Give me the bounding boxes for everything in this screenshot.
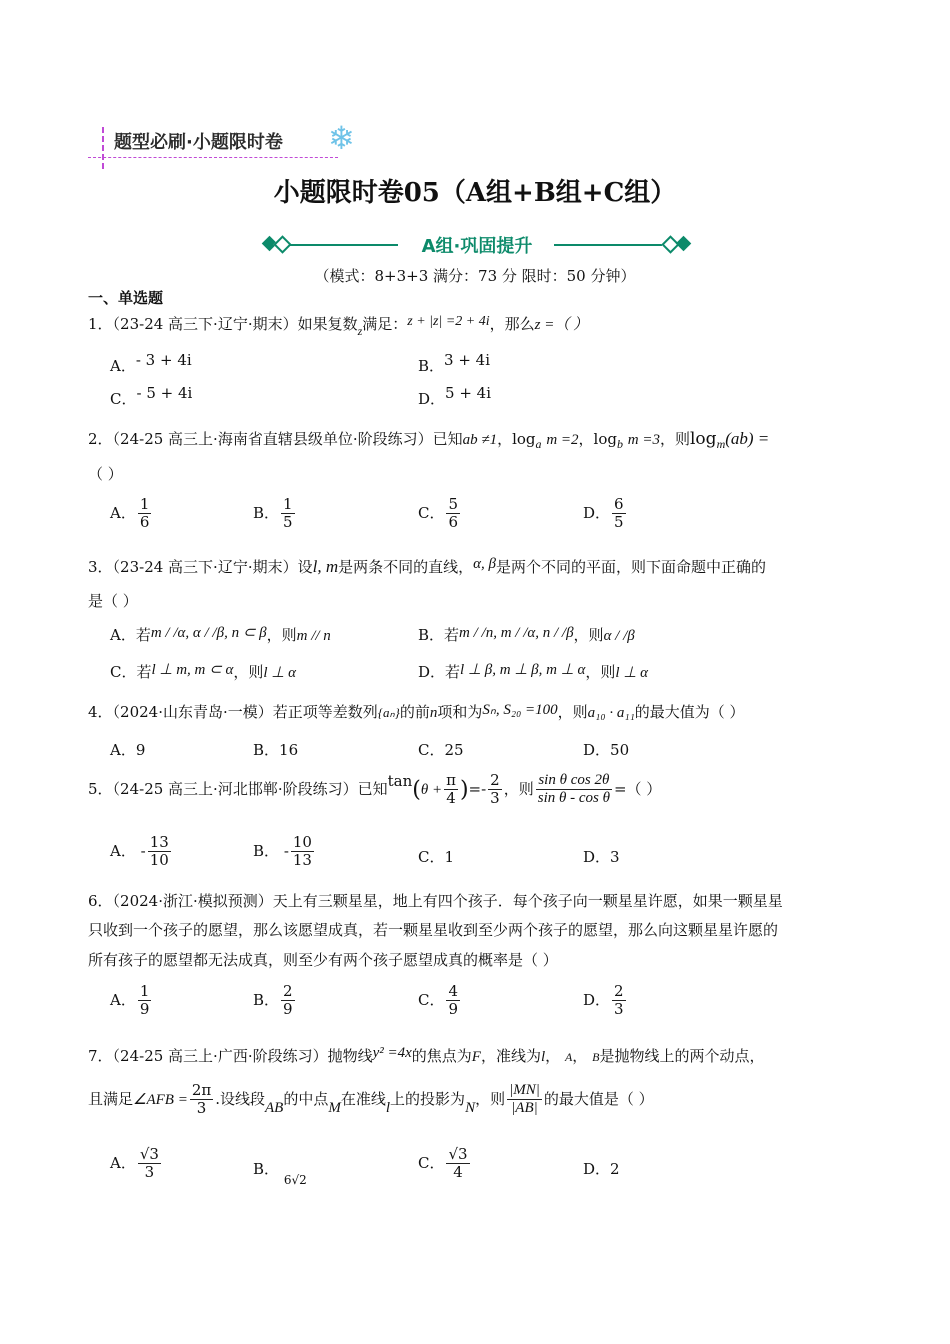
numerator: 2 xyxy=(614,982,624,1000)
q5-paren-close: ) xyxy=(459,777,469,803)
exam-mode: （模式：8+3+3 满分：73 分 限时：50 分钟） xyxy=(314,267,636,285)
denominator: 4 xyxy=(453,1163,463,1182)
q1-stem-3: ，那么 xyxy=(489,315,535,333)
numerator: 2π xyxy=(191,1081,212,1099)
q7-stem-2: 的焦点为 xyxy=(411,1047,472,1065)
page-title: 小题限时卷05（A组+B组+C组） xyxy=(273,178,677,208)
option-letter: D． xyxy=(583,990,611,1009)
q2-log-value: (ab) = xyxy=(725,429,770,448)
q1-equation: z + |z| =2 + 4i xyxy=(407,314,490,329)
q7-stem: 7．（24-25 高三上·广西·阶段练习）抛物线 xyxy=(88,1047,373,1065)
numerator: 2 xyxy=(283,982,293,1000)
banner-vertical-rule xyxy=(102,127,104,169)
option-sign: - xyxy=(140,841,146,860)
option-fraction xyxy=(291,834,314,870)
q2-paren: （ ） xyxy=(88,465,123,483)
option-letter: C． xyxy=(110,390,137,408)
q7-stem-13: 的最大值是（ ） xyxy=(543,1089,654,1108)
numerator: √3 xyxy=(139,1145,159,1163)
group-rule-left xyxy=(290,244,398,246)
q2-log-value: m =3 xyxy=(627,432,660,448)
q6-option-a[interactable] xyxy=(110,983,153,1019)
question-4 xyxy=(88,701,745,722)
q4-stem-4: ，则 xyxy=(557,703,588,721)
q6-line-2: 只收到一个孩子的愿望，那么该愿望成真，若一颗星星收到至少两个孩子的愿望，那么向这颗星星许愿的 xyxy=(88,921,779,940)
q7-sep: ， xyxy=(545,1047,561,1065)
q1-option-d[interactable] xyxy=(418,384,492,409)
q2-option-c[interactable] xyxy=(418,496,462,532)
numerator: 1 xyxy=(139,495,150,513)
q2-log-base: m xyxy=(716,437,726,451)
option-sign: - xyxy=(283,841,289,860)
option-fraction xyxy=(612,496,626,532)
option-conclusion: α / /β xyxy=(603,628,635,644)
numerator: √3 xyxy=(448,1145,468,1163)
option-letter: B．若 xyxy=(418,626,460,644)
option-value: 6√2 xyxy=(283,1173,307,1187)
q2-then: ，则 xyxy=(659,430,690,448)
question-7-line-1 xyxy=(88,1045,764,1066)
denominator: 3 xyxy=(144,1163,155,1182)
numerator: sin θ cos 2θ xyxy=(536,772,612,790)
q6-option-d[interactable] xyxy=(583,983,628,1019)
q7-directrix: l xyxy=(540,1049,546,1065)
q5-theta: θ + xyxy=(420,781,443,798)
option-letter: B． xyxy=(418,357,445,375)
option-condition: m / /α, α / /β, n ⊂ β xyxy=(150,625,267,641)
option-then: ，则 xyxy=(573,626,604,644)
option-fraction xyxy=(446,496,460,532)
q5-then: ，则 xyxy=(503,779,534,798)
option-letter: B． xyxy=(253,990,280,1009)
q4-option-b[interactable]: B．16 xyxy=(253,741,299,759)
q7-ratio xyxy=(507,1082,542,1118)
q4-var-n: n xyxy=(429,705,438,721)
option-letter: B． xyxy=(253,503,280,522)
q1-option-c[interactable] xyxy=(110,384,193,409)
option-letter: D． xyxy=(583,503,611,522)
option-condition: m / /n, m / /α, n / /β xyxy=(459,625,574,641)
diamond-outline-left-icon xyxy=(273,235,291,253)
option-fraction xyxy=(612,983,626,1019)
question-7-line-2 xyxy=(88,1082,654,1118)
option-letter: B． xyxy=(253,1160,280,1178)
option-letter: A．若 xyxy=(110,626,151,644)
numerator: 1 xyxy=(283,495,293,513)
option-letter: C．若 xyxy=(110,663,152,681)
q7-stem-8: .设线段 xyxy=(215,1089,266,1108)
option-then: ，则 xyxy=(266,626,297,644)
denominator: 3 xyxy=(614,1000,624,1019)
q4-product: a₁₀ · a₁₁ xyxy=(587,705,635,721)
q4-option-d[interactable]: D．50 xyxy=(583,741,630,759)
question-6 xyxy=(88,887,783,975)
q7-stem-12: ，则 xyxy=(475,1089,506,1108)
denominator: |AB| xyxy=(511,1100,538,1117)
option-fraction xyxy=(138,1146,161,1182)
option-then: ，则 xyxy=(585,663,616,681)
q7-parabola: y² =4x xyxy=(372,1045,412,1061)
q3-option-a[interactable] xyxy=(110,624,331,645)
q2-stem: 2．（24-25 高三上·海南省直辖县级单位·阶段练习）已知 xyxy=(88,430,463,448)
option-letter: A． xyxy=(110,1153,136,1172)
numerator: 13 xyxy=(149,833,169,851)
q7-angle-fraction xyxy=(190,1082,213,1118)
question-1 xyxy=(88,313,589,338)
q1-stem-2: 满足： xyxy=(362,315,408,333)
option-then: ，则 xyxy=(233,663,264,681)
snowflake-icon: ❄ xyxy=(328,119,355,157)
option-value: 3 + 4i xyxy=(444,351,491,369)
group-heading xyxy=(262,232,692,258)
option-condition: l ⊥ β, m ⊥ β, m ⊥ α xyxy=(460,662,586,678)
option-fraction xyxy=(138,496,152,532)
q3-option-b[interactable] xyxy=(418,624,635,645)
q3-stem-4: 是（ ） xyxy=(88,592,138,610)
denominator: sin θ - cos θ xyxy=(537,790,610,807)
denominator: 4 xyxy=(446,789,456,808)
q7-projection: N xyxy=(465,1099,476,1116)
q2-log-base: b xyxy=(616,437,623,451)
q2-option-b[interactable] xyxy=(253,496,297,532)
denominator: 9 xyxy=(448,1000,459,1019)
option-conclusion: m // n xyxy=(296,628,331,644)
q2-log: log xyxy=(512,430,536,448)
option-fraction xyxy=(446,983,460,1019)
numerator: 10 xyxy=(292,833,312,851)
q7-stem-11: 上的投影为 xyxy=(390,1089,466,1108)
q6-option-c[interactable] xyxy=(418,983,462,1019)
denominator: 6 xyxy=(448,513,459,532)
q7-angle: ∠AFB = xyxy=(133,1091,188,1108)
q2-condition: ab ≠1 xyxy=(462,432,498,448)
option-letter: C． xyxy=(418,990,445,1009)
q1-option-b[interactable] xyxy=(418,351,491,376)
numerator: 2 xyxy=(490,771,500,789)
q7-stem-6: 是抛物线上的两个动点， xyxy=(599,1047,765,1065)
q2-log-value: m =2 xyxy=(546,432,579,448)
option-conclusion: l ⊥ α xyxy=(263,665,296,681)
q4-sum: Sₙ, S₂₀ =100 xyxy=(482,702,558,718)
q1-var: z xyxy=(357,324,363,338)
q7-point-a: A xyxy=(564,1050,573,1064)
group-rule-right xyxy=(554,244,662,246)
numerator: 4 xyxy=(448,982,459,1000)
q4-option-a[interactable]: A．9 xyxy=(110,741,146,759)
denominator: 3 xyxy=(490,789,500,808)
q5-stem-3: =（ ） xyxy=(613,779,662,798)
q5-expression xyxy=(536,772,612,808)
header-banner xyxy=(88,119,358,170)
q7-stem-3: ，准线为 xyxy=(480,1047,541,1065)
q1-option-a[interactable] xyxy=(110,351,192,376)
diamond-right-icon xyxy=(676,236,692,252)
q7-stem-10: 在准线 xyxy=(340,1089,386,1108)
numerator: 5 xyxy=(448,495,459,513)
q7-option-b[interactable] xyxy=(253,1158,307,1187)
option-fraction xyxy=(138,983,152,1019)
numerator: π xyxy=(446,771,456,789)
option-value: - 5 + 4i xyxy=(136,384,193,402)
q4-stem-3: 项和为 xyxy=(437,703,483,721)
q7-stem-7: 且满足 xyxy=(88,1089,134,1108)
q5-option-c[interactable]: C．1 xyxy=(418,848,455,866)
numerator: 1 xyxy=(139,982,150,1000)
option-letter: A． xyxy=(110,357,136,375)
q4-option-c[interactable]: C．25 xyxy=(418,741,464,759)
q7-midpoint: M xyxy=(328,1099,341,1116)
option-letter: C． xyxy=(418,1153,445,1172)
q5-pi-fraction xyxy=(444,772,458,808)
q7-focus: F xyxy=(471,1049,481,1065)
q1-stem-4: z =（ ） xyxy=(534,317,589,333)
q2-log: log xyxy=(593,430,617,448)
q5-paren-open: ( xyxy=(412,777,421,803)
option-fraction xyxy=(281,496,295,532)
denominator: 9 xyxy=(283,1000,293,1019)
q5-option-d[interactable]: D．3 xyxy=(583,848,620,866)
q7-segment: AB xyxy=(265,1099,284,1116)
denominator: 5 xyxy=(283,513,293,532)
q3-stem-3: 是两个不同的平面，则下面命题中正确的 xyxy=(495,558,766,576)
q5-value-fraction xyxy=(488,772,502,808)
section-heading: 一、单选题 xyxy=(88,289,164,307)
q5-equals: =- xyxy=(468,779,487,798)
option-letter: A． xyxy=(110,990,136,1009)
option-letter: A． xyxy=(110,841,136,860)
q4-sequence: {aₙ} xyxy=(377,705,400,720)
option-letter: A． xyxy=(110,503,136,522)
q6-line-3: 所有孩子的愿望都无法成真，则至少有两个孩子愿望成真的概率是（ ） xyxy=(88,950,558,969)
denominator: 9 xyxy=(139,1000,150,1019)
denominator: 5 xyxy=(614,513,624,532)
denominator: 6 xyxy=(139,513,150,532)
q3-planes: α, β xyxy=(473,556,496,572)
option-conclusion: l ⊥ α xyxy=(615,665,649,681)
question-2: 2．（24-25 高三上·海南省直辖县级单位·阶段练习）已知ab ≠1，$\log_a m =2$，$\log_b m =3$，则$\log_m(ab)$ = xyxy=(88,429,770,451)
q4-stem: 4．（2024·山东青岛·一模）若正项等差数列 xyxy=(88,703,378,721)
q7-option-c[interactable] xyxy=(418,1146,472,1182)
q3-option-d[interactable] xyxy=(418,661,648,682)
option-letter: D． xyxy=(418,390,446,408)
q7-option-d[interactable]: D．2 xyxy=(583,1160,620,1178)
option-letter: D．若 xyxy=(418,663,461,681)
option-letter: B． xyxy=(253,841,280,860)
option-fraction xyxy=(148,834,171,870)
q5-tan: tan xyxy=(387,771,413,790)
option-fraction xyxy=(446,1146,469,1182)
q1-stem: 1．（23-24 高三下·辽宁·期末）如果复数 xyxy=(88,315,358,333)
denominator: 13 xyxy=(292,851,312,870)
option-letter: C． xyxy=(418,503,445,522)
q5-option-b[interactable] xyxy=(253,834,316,870)
banner-label: 题型必刷·小题限时卷 xyxy=(114,132,283,153)
option-value: - 3 + 4i xyxy=(135,351,192,369)
denominator: 10 xyxy=(149,851,169,870)
q2-log-base: a xyxy=(535,437,542,451)
q2-log: log xyxy=(690,429,717,449)
q5-option-a[interactable] xyxy=(110,834,173,870)
q7-option-a[interactable] xyxy=(110,1146,163,1182)
q2-option-d[interactable] xyxy=(583,496,628,532)
q6-line-1: 6．（2024·浙江·模拟预测）天上有三颗星星，地上有四个孩子．每个孩子向一颗星星许愿，如果一颗星星 xyxy=(88,892,783,910)
q7-stem-9: 的中点 xyxy=(283,1089,329,1108)
q3-stem-2: 是两条不同的直线， xyxy=(338,558,474,576)
group-label: A组·巩固提升 xyxy=(421,236,533,257)
option-condition: l ⊥ m, m ⊂ α xyxy=(151,662,234,678)
q5-stem: 5．（24-25 高三上·河北邯郸·阶段练习）已知 xyxy=(88,779,388,798)
option-fraction xyxy=(281,983,295,1019)
q7-directrix: l xyxy=(385,1099,391,1116)
numerator: |MN| xyxy=(507,1082,542,1100)
q7-sep: ， xyxy=(572,1047,588,1065)
q4-stem-5: 的最大值为（ ） xyxy=(634,703,745,721)
q3-lines: l, m xyxy=(312,557,339,576)
q7-point-b: B xyxy=(592,1050,600,1064)
q2-option-a[interactable] xyxy=(110,496,153,532)
q6-option-b[interactable] xyxy=(253,983,297,1019)
question-3 xyxy=(88,556,766,577)
banner-horizontal-rule xyxy=(88,157,338,158)
numerator: 6 xyxy=(614,495,624,513)
question-5 xyxy=(88,772,661,808)
option-value: 5 + 4i xyxy=(445,384,492,402)
q3-option-c[interactable] xyxy=(110,661,296,682)
q4-stem-2: 的前 xyxy=(399,703,430,721)
denominator: 3 xyxy=(196,1099,207,1118)
q3-stem: 3．（23-24 高三下·辽宁·期末）设 xyxy=(88,558,313,576)
